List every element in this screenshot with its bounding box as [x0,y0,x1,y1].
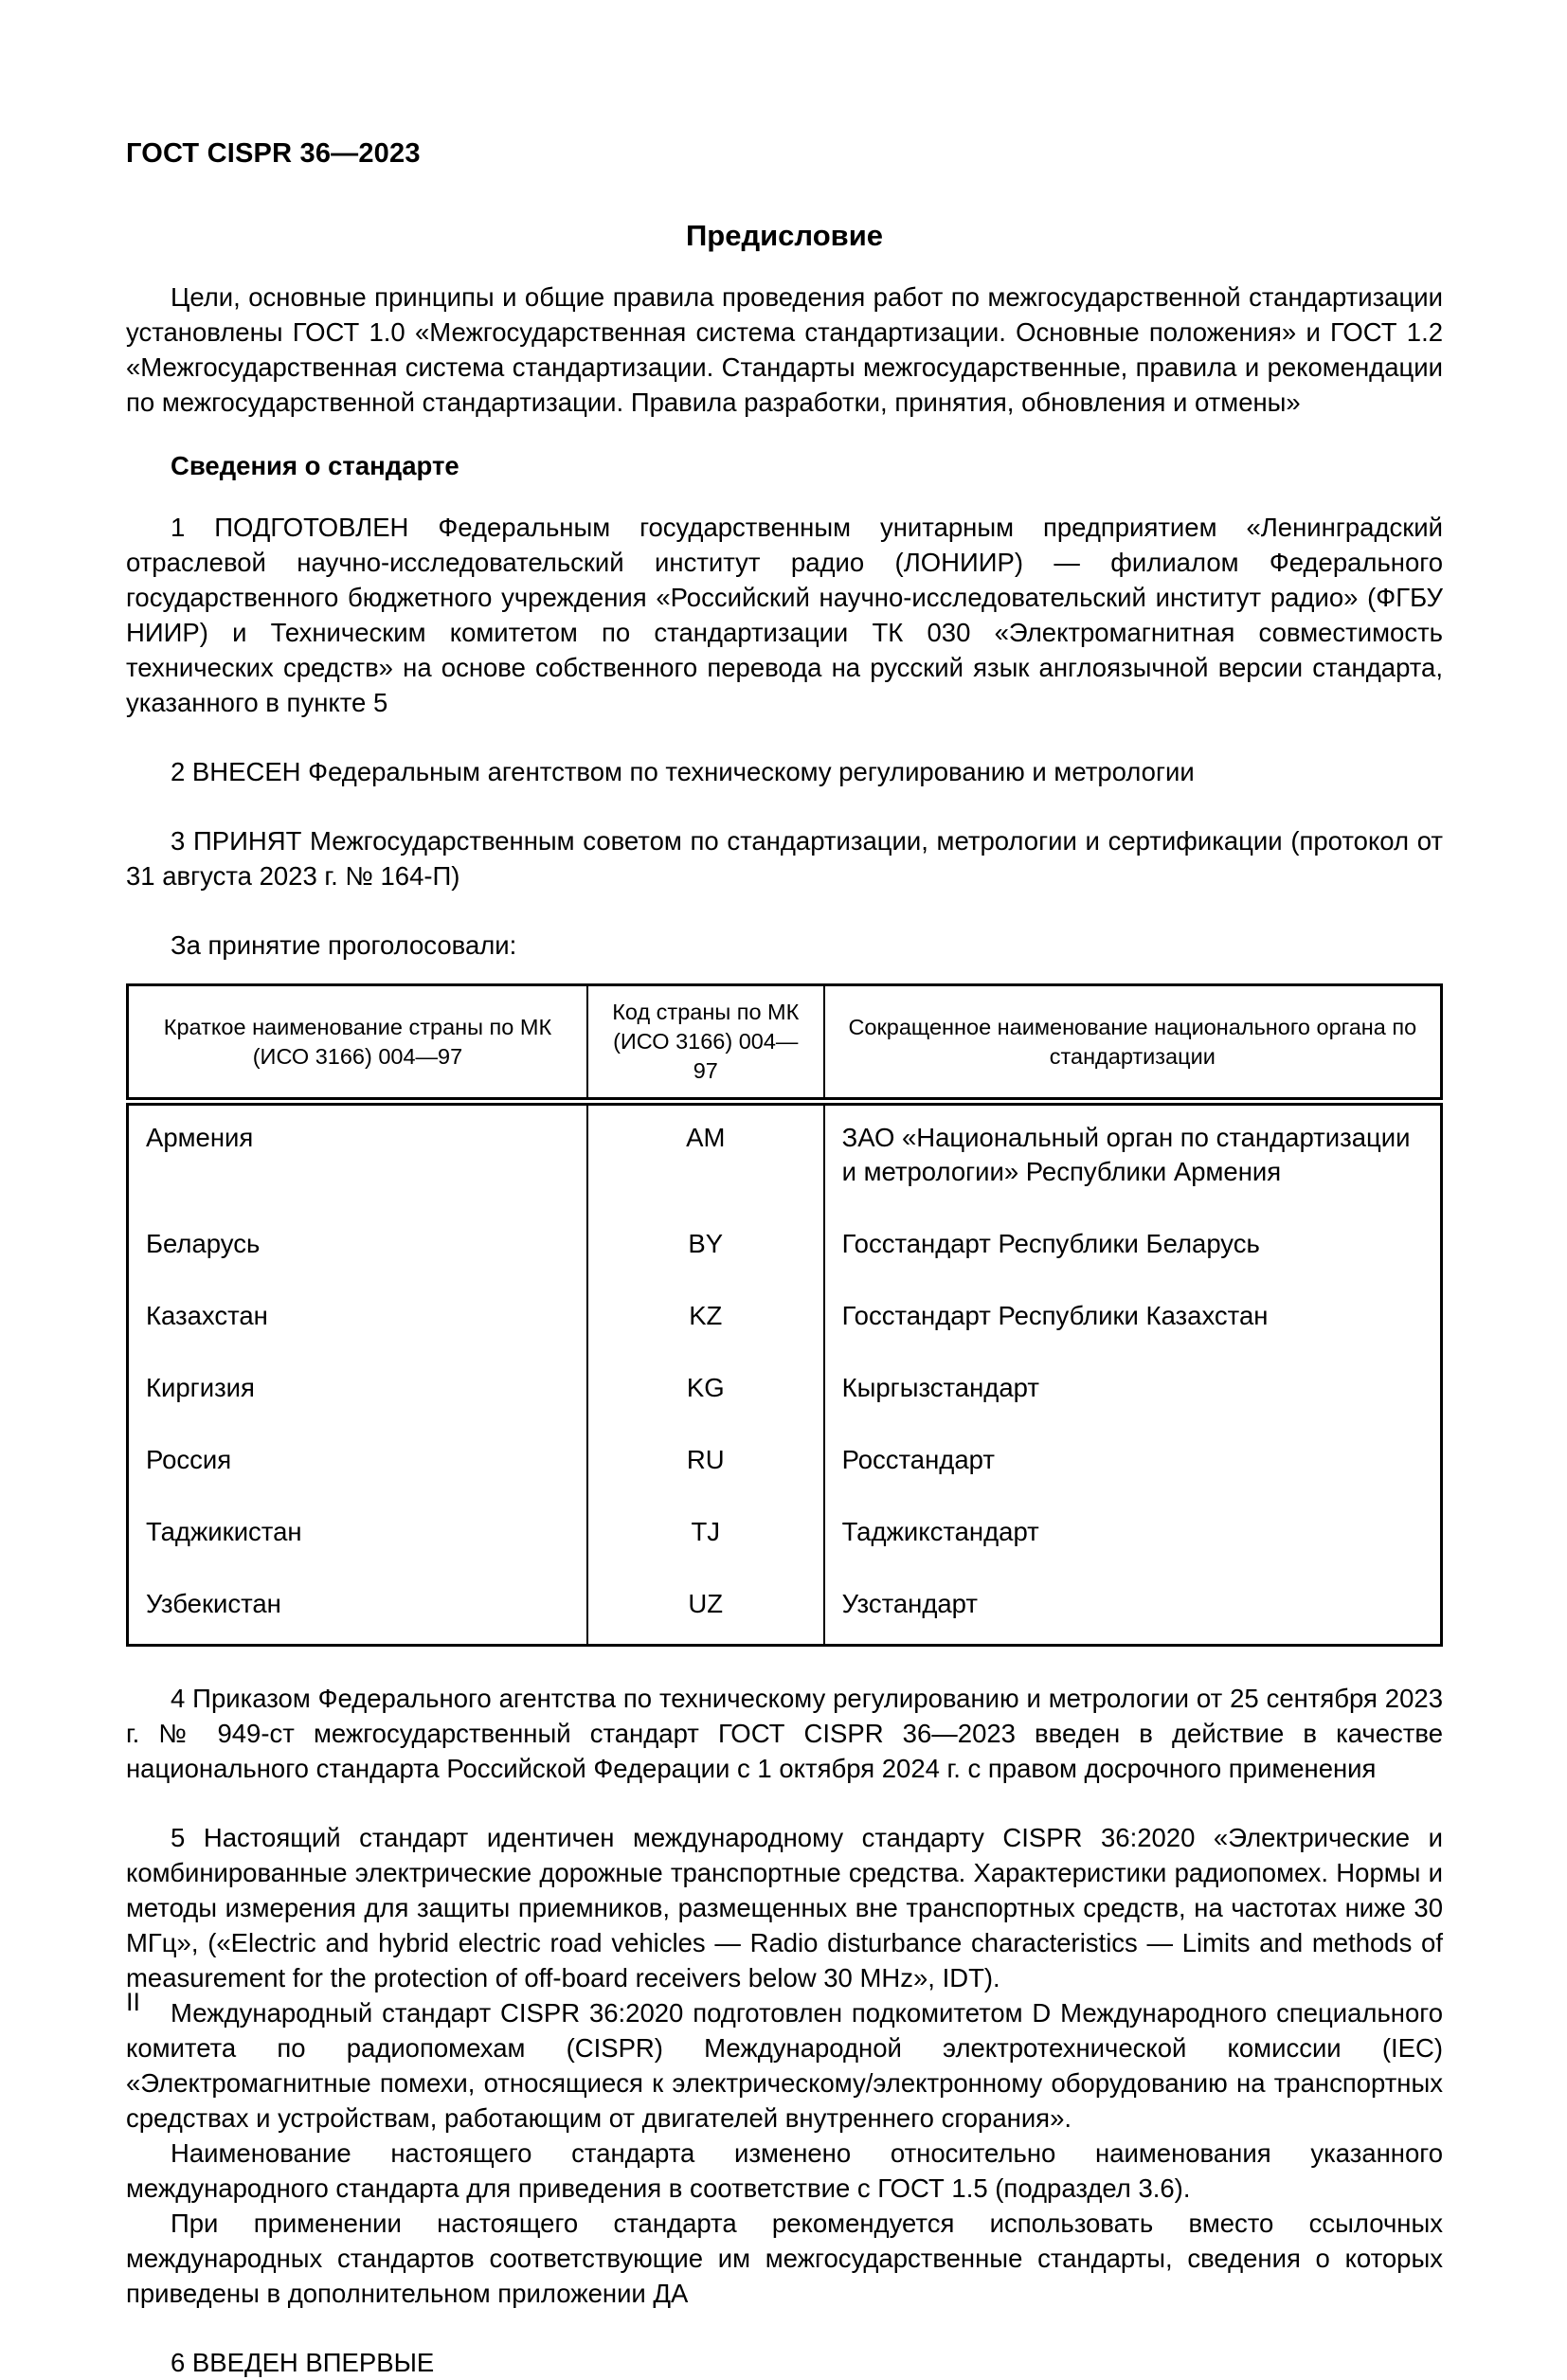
item-3-adopted: 3 ПРИНЯТ Межгосударственным советом по стандартизации, метрологии и сертификации (протокол от 31 августа 2023 г. № 164-П) [126,826,1443,891]
cell-org: Росстандарт [824,1428,1442,1500]
item-5-identity: 5 Настоящий стандарт идентичен международному стандарту CISPR 36:2020 «Электрические и комбинированные электрические дорожные транспортные средства. Характеристики радиопомех. Нормы и методы измерения для защиты приемников, размещенных вне транспортных средств, на частотах ниже 30 МГц», («Electric and hybrid electric road vehicles — Radio disturbance characteristics — Limits and methods of measurement for the protection of off-board receivers below 30 MHz», IDT). [126,1823,1443,1992]
cell-org: Кыргызстандарт [824,1356,1442,1428]
voting-table [126,983,1443,1647]
cell-country: Армения [128,1102,587,1213]
cell-org: Таджикстандарт [824,1500,1442,1572]
cell-code: KZ [587,1284,824,1356]
cell-country: Узбекистан [128,1572,587,1646]
table-row [128,1356,1442,1428]
foreword-intro-paragraph: Цели, основные принципы и общие правила проведения работ по межгосударственной стандартизации установлены ГОСТ 1.0 «Межгосударственная система стандартизации. Основные положения» и ГОСТ 1.2 «Межгосударственная система стандартизации. Стандарты межгосударственные, правила и рекомендации по межгосударственной стандартизации. Правила разработки, принятия, обновления и отмены» [126,282,1443,417]
cell-code: AM [587,1102,824,1213]
cell-country: Беларусь [128,1212,587,1284]
item-5-note-origin: Международный стандарт CISPR 36:2020 подготовлен подкомитетом D Международного специального комитета по радиопомехам (CISPR) Международной электротехнической комиссии (IEC) «Электромагнитные помехи, относящиеся к электрическому/электронному оборудованию на транспортных средствах и устройствам, работающим от двигателей внутреннего сгорания». [126,1998,1443,2133]
cell-country: Киргизия [128,1356,587,1428]
cell-country: Таджикистан [128,1500,587,1572]
document-page [126,0,1443,2380]
item-2-submitted: 2 ВНЕСЕН Федеральным агентством по техническому регулированию и метрологии [171,757,1195,786]
item-4-order: 4 Приказом Федерального агентства по техническому регулированию и метрологии от 25 сентября 2023 г. № 949-ст межгосударственный стандарт ГОСТ CISPR 36—2023 введен в действие в качестве национального стандарта Российской Федерации с 1 октября 2024 г. с правом досрочного применения [126,1684,1443,1783]
cell-code: RU [587,1428,824,1500]
cell-country: Казахстан [128,1284,587,1356]
cell-code: KG [587,1356,824,1428]
cell-country: Россия [128,1428,587,1500]
standard-info-heading: Сведения о стандарте [171,451,459,480]
cell-code: BY [587,1212,824,1284]
col-header-code: Код страны по МК (ИСО 3166) 004—97 [587,985,824,1102]
table-row [128,1212,1442,1284]
cell-code: TJ [587,1500,824,1572]
table-header-row [128,985,1442,1102]
cell-org: Госстандарт Республики Казахстан [824,1284,1442,1356]
cell-org: Госстандарт Республики Беларусь [824,1212,1442,1284]
col-header-org: Сокращенное наименование национального органа по стандартизации [824,985,1442,1102]
col-header-country: Краткое наименование страны по МК (ИСО 3166) 004—97 [128,985,587,1102]
item-5-note-title-change: Наименование настоящего стандарта изменено относительно наименования указанного международного стандарта для приведения в соответствие с ГОСТ 1.5 (подраздел 3.6). [126,2138,1443,2203]
cell-org: ЗАО «Национальный орган по стандартизации и метрологии» Республики Армения [824,1102,1442,1213]
vote-intro-line: За принятие проголосовали: [171,930,517,960]
table-row [128,1500,1442,1572]
table-row [128,1428,1442,1500]
table-row [128,1572,1442,1646]
item-6-first-introduced: 6 ВВЕДЕН ВПЕРВЫЕ [171,2348,435,2377]
page-title: Предисловие [685,219,883,252]
table-row [128,1102,1442,1213]
document-code-header: ГОСТ CISPR 36—2023 [126,138,421,169]
page-number: II [126,1988,141,2016]
table-row [128,1284,1442,1356]
item-1-prepared: 1 ПОДГОТОВЛЕН Федеральным государственным унитарным предприятием «Ленинградский отраслевой научно-исследовательский институт радио (ЛОНИИР) — филиалом Федерального государственного бюджетного учреждения «Российский научно-исследовательский институт радио» (ФГБУ НИИР) и Техническим комитетом по стандартизации ТК 030 «Электромагнитная совместимость технических средств» на основе собственного перевода на русский язык англоязычной версии стандарта, указанного в пункте 5 [126,513,1443,717]
item-5-note-references: При применении настоящего стандарта рекомендуется использовать вместо ссылочных международных стандартов соответствующие им межгосударственные стандарты, сведения о которых приведены в дополнительном приложении ДА [126,2209,1443,2308]
cell-org: Узстандарт [824,1572,1442,1646]
cell-code: UZ [587,1572,824,1646]
